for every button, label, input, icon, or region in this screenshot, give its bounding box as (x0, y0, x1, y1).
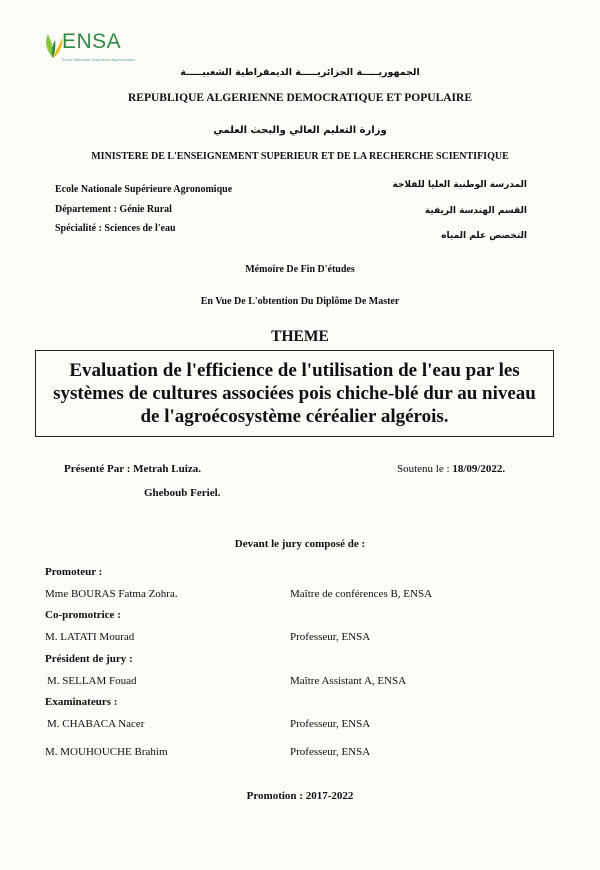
copromotrice-name: M. LATATI Mourad (45, 631, 135, 643)
department-arabic: القسم الهندسة الريفية (424, 206, 527, 216)
presented-by: Présenté Par : Metrah Luiza. (64, 463, 201, 475)
examinateur2-title: Professeur, ENSA (290, 746, 371, 758)
promoteur-name: Mme BOURAS Fatma Zohra. (45, 588, 178, 600)
department: Département : Génie Rural (55, 204, 172, 215)
president-name: M. SELLAM Fouad (47, 675, 137, 687)
president-label: Président de jury : (45, 653, 133, 665)
republic-heading: REPUBLIQUE ALGERIENNE DEMOCRATIQUE ET POPULAIRE (128, 92, 472, 104)
arabic-republic-heading: الجمهوريـــــة الجزائريـــــة الديمقراطية الشعبيـــــة (180, 67, 420, 78)
arabic-ministry-heading: وزارة التعليم العالي والبحث العلمي (213, 125, 387, 136)
logo-text: ENSA (62, 30, 122, 53)
school-name: Ecole Nationale Supérieure Agronomique (55, 184, 233, 195)
diplome-label: En Vue De L'obtention Du Diplôme De Master (200, 296, 400, 307)
defense-date-label: Soutenu le : (397, 463, 453, 475)
presented-by-second: Gheboub Feriel. (144, 487, 221, 499)
promoteur-label: Promoteur : (45, 566, 103, 578)
defense-date (397, 463, 505, 475)
specialty: Spécialité : Sciences de l'eau (55, 223, 176, 234)
promotion: Promotion : 2017-2022 (246, 790, 354, 802)
thesis-title-box (35, 350, 554, 437)
ensa-logo (42, 28, 136, 66)
ministry-heading: MINISTERE DE L'ENSEIGNEMENT SUPERIEUR ET DE LA RECHERCHE SCIENTIFIQUE (91, 151, 509, 162)
president-title: Maître Assistant A, ENSA (290, 675, 407, 687)
jury-heading: Devant le jury composé de : (234, 538, 366, 550)
examinateurs-label: Examinateurs : (45, 696, 118, 708)
examinateur1-name: M. CHABACA Nacer (47, 718, 145, 730)
thesis-title: Evaluation de l'efficience de l'utilisation de l'eau par les systèmes de cultures associées pois chiche-blé dur au niveau de l'agroécosystème céréalier algérois. (53, 360, 536, 427)
logo-tagline: École Nationale Supérieure Agronomique (62, 57, 136, 62)
school-name-arabic: المدرسة الوطنية العليا للفلاحة (392, 180, 527, 190)
copromotrice-label: Co-promotrice : (45, 609, 121, 621)
copromotrice-title: Professeur, ENSA (290, 631, 371, 643)
memoire-label: Mémoire De Fin D'études (245, 264, 355, 275)
specialty-arabic: التخصص علم المياه (441, 231, 527, 241)
leaf-icon (42, 30, 64, 60)
examinateur1-title: Professeur, ENSA (290, 718, 371, 730)
examinateur2-name: M. MOUHOUCHE Brahim (45, 746, 168, 758)
promoteur-title: Maître de conférences B, ENSA (290, 588, 433, 600)
theme-label: THEME (271, 328, 329, 345)
defense-date-value: 18/09/2022. (452, 463, 506, 475)
